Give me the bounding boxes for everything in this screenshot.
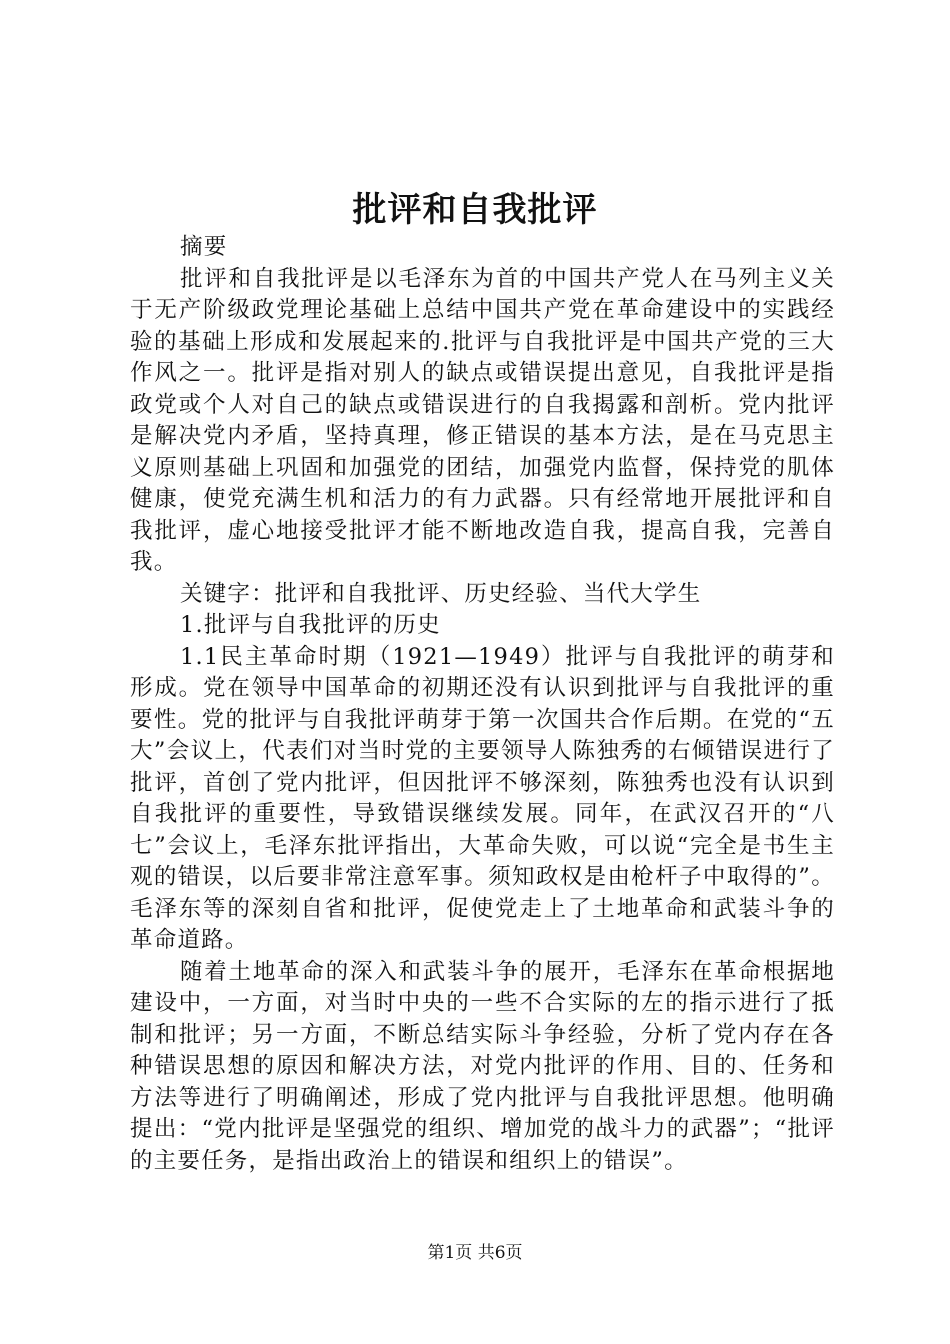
- body-paragraph: 随着土地革命的深入和武装斗争的展开，毛泽东在革命根据地建设中，一方面，对当时中央的一些不合实际的左的指示进行了抵制和批评；另一方面，不断总结实际斗争经验，分析了党内存在各种错误思想的原因和解决方法，对党内批评的作用、目的、任务和方法等进行了明确阐述，形成了党内批评与自我批评思想。他明确提出：“党内批评是坚强党的组织、增加党的战斗力的武器”；“批评的主要任务，是指出政治上的错误和组织上的错误”。: [130, 958, 835, 1174]
- abstract-paragraph: 批评和自我批评是以毛泽东为首的中国共产党人在马列主义关于无产阶级政党理论基础上总结中国共产党在革命建设中的实践经验的基础上形成和发展起来的.批评与自我批评是中国共产党的三大作风之一。批评是指对别人的缺点或错误提出意见，自我批评是指政党或个人对自己的缺点或错误进行的自我揭露和剖析。党内批评是解决党内矛盾，坚持真理，修正错误的基本方法，是在马克思主义原则基础上巩固和加强党的团结，加强党内监督，保持党的肌体健康，使党充满生机和活力的有力武器。只有经常地开展批评和自我批评，虚心地接受批评才能不断地改造自我，提高自我，完善自我。: [130, 265, 835, 575]
- section-heading: 1.批评与自我批评的历史: [180, 612, 441, 638]
- body-paragraph: 1.1民主革命时期（1921—1949）批评与自我批评的萌芽和形成。党在领导中国革命的初期还没有认识到批评与自我批评的重要性。党的批评与自我批评萌芽于第一次国共合作后期。在党的“五大”会议上，代表们对当时党的主要领导人陈独秀的右倾错误进行了批评，首创了党内批评，但因批评不够深刻，陈独秀也没有认识到自我批评的重要性，导致错误继续发展。同年，在武汉召开的“八七”会议上，毛泽东批评指出，大革命失败，可以说“完全是书生主观的错误，以后要非常注意军事。须知政权是由枪杆子中取得的”。毛泽东等的深刻自省和批评，促使党走上了土地革命和武装斗争的革命道路。: [130, 643, 835, 953]
- document-body: [130, 232, 835, 1177]
- keywords-line: 关键字：批评和自我批评、历史经验、当代大学生: [180, 580, 702, 607]
- document-title: 批评和自我批评: [352, 190, 598, 230]
- page-footer: 第1页 共6页: [427, 1243, 523, 1263]
- abstract-heading: 摘要: [180, 234, 228, 260]
